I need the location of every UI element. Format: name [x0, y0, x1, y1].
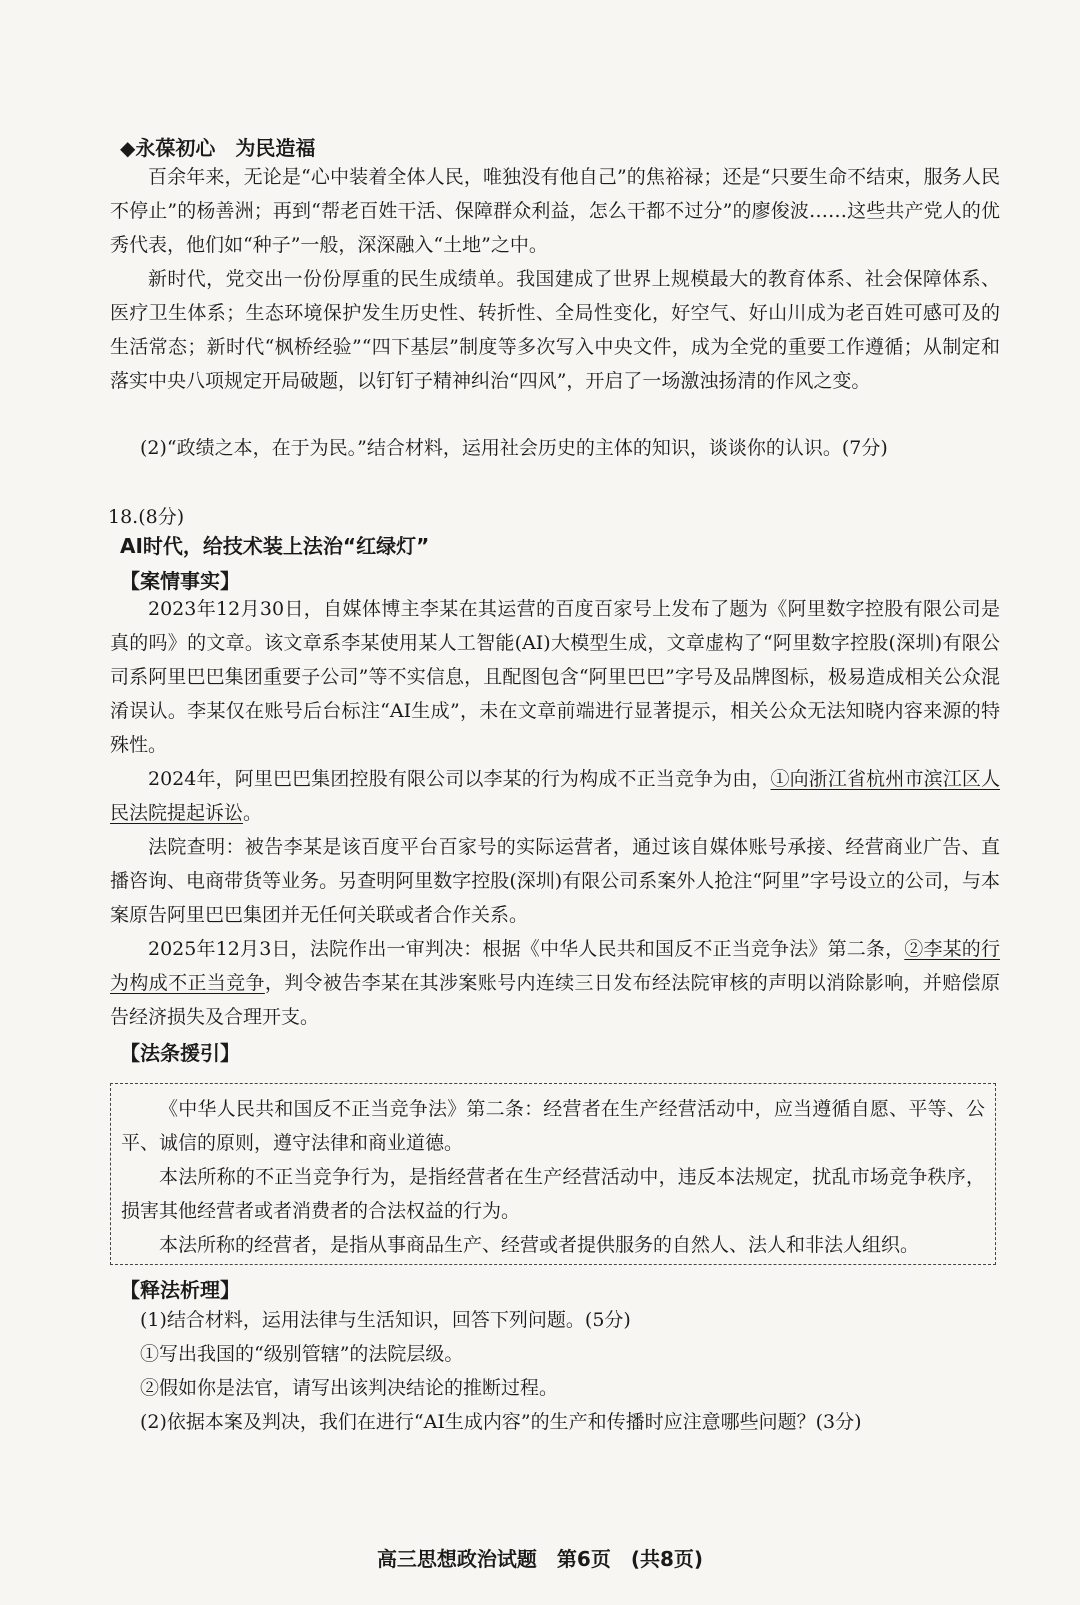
question-18-title: AI时代，给技术装上法治“红绿灯”	[120, 534, 430, 558]
facts-p2-end: 。	[243, 802, 263, 824]
question-18-2: (2)依据本案及判决，我们在进行“AI生成内容”的生产和传播时应注意哪些问题？(3分)	[140, 1411, 862, 1433]
law-paragraph-2: 本法所称的不正当竞争行为，是指经营者在生产经营活动中，违反本法规定，扰乱市场竞争秩序，损害其他经营者或者消费者的合法权益的行为。	[121, 1166, 985, 1222]
facts-p4-text: 2025年12月3日，法院作出一审判决：根据《中华人民共和国反不正当竞争法》第二条，	[148, 938, 905, 960]
facts-p2-text: 2024年，阿里巴巴集团控股有限公司以李某的行为构成不正当竞争为由，	[148, 768, 771, 790]
question-18-1-b: ②假如你是法官，请写出该判决结论的推断过程。	[140, 1377, 559, 1399]
paragraph-heroes: 百余年来，无论是“心中装着全体人民，唯独没有他自己”的焦裕禄；还是“只要生命不结束，服务人民不停止”的杨善洲；再到“帮老百姓干活、保障群众利益，怎么干都不过分”的廖俊波……这些共产党人的优秀代表，他们如“种子”一般，深深融入“土地”之中。	[110, 166, 1000, 256]
page-footer: 高三思想政治试题 第6页 (共8页)	[376, 1547, 704, 1571]
facts-paragraph-2	[110, 762, 1000, 830]
underlined-phrase-1: ①向浙江省杭州市滨江区人民法院提起诉讼	[110, 768, 1000, 824]
question-18-number: 18.(8分)	[108, 506, 185, 528]
question-18-1-a: ①写出我国的“级别管辖”的法院层级。	[140, 1343, 464, 1365]
facts-paragraph-1: 2023年12月30日，自媒体博主李某在其运营的百度百家号上发布了题为《阿里数字控股有限公司是真的吗》的文章。该文章系李某使用某人工智能(AI)大模型生成，文章虚构了“阿里数字控股(深圳)有限公司系阿里巴巴集团重要子公司”等不实信息，且配图包含“阿里巴巴”字号及品牌图标，极易造成相关公众混淆误认。李某仅在账号后台标注“AI生成”，未在文章前端进行显著提示，相关公众无法知晓内容来源的特殊性。	[110, 598, 1000, 756]
law-quote-box	[110, 1083, 996, 1265]
facts-label: 【案情事实】	[120, 569, 240, 593]
facts-paragraph-3: 法院查明：被告李某是该百度平台百家号的实际运营者，通过该自媒体账号承接、经营商业广告、直播咨询、电商带货等业务。另查明阿里数字控股(深圳)有限公司系案外人抢注“阿里”字号设立的公司，与本案原告阿里巴巴集团并无任何关联或者合作关系。	[110, 836, 1000, 926]
law-paragraph-3: 本法所称的经营者，是指从事商品生产、经营或者提供服务的自然人、法人和非法人组织。	[159, 1234, 920, 1256]
question-17-2: (2)“政绩之本，在于为民。”结合材料，运用社会历史的主体的知识，谈谈你的认识。(7分)	[140, 437, 888, 459]
question-18-1: (1)结合材料，运用法律与生活知识，回答下列问题。(5分)	[140, 1309, 631, 1331]
facts-p4-end: ，判令被告李某在其涉案账号内连续三日发布经法院审核的声明以消除影响，并赔偿原告经济损失及合理开支。	[110, 972, 1000, 1028]
section-heading: ◆永葆初心 为民造福	[120, 136, 316, 160]
underlined-phrase-2: ②李某的行为构成不正当竞争	[110, 938, 1000, 994]
analysis-label: 【释法析理】	[120, 1278, 240, 1302]
law-label: 【法条援引】	[120, 1041, 240, 1065]
facts-paragraph-4	[110, 932, 1000, 1034]
paragraph-new-era: 新时代，党交出一份份厚重的民生成绩单。我国建成了世界上规模最大的教育体系、社会保障体系、医疗卫生体系；生态环境保护发生历史性、转折性、全局性变化，好空气、好山川成为老百姓可感可及的生活常态；新时代“枫桥经验”“四下基层”制度等多次写入中央文件，成为全党的重要工作遵循；从制定和落实中央八项规定开局破题，以钉钉子精神纠治“四风”，开启了一场激浊扬清的作风之变。	[110, 268, 1000, 392]
law-paragraph-1: 《中华人民共和国反不正当竞争法》第二条：经营者在生产经营活动中，应当遵循自愿、平等、公平、诚信的原则，遵守法律和商业道德。	[121, 1098, 985, 1154]
